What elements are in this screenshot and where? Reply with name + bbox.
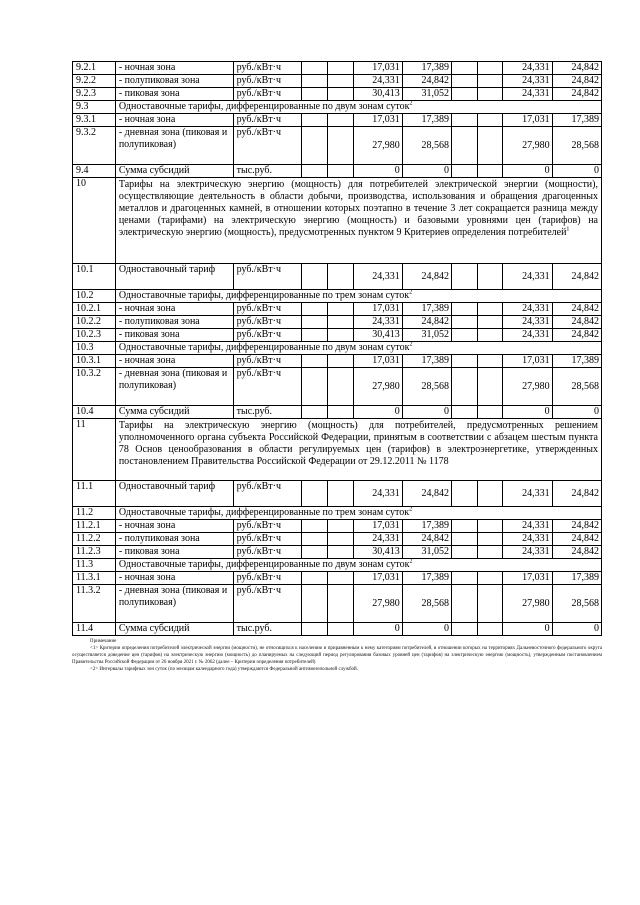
row-name: Сумма субсидий	[115, 406, 233, 419]
value-cell: 31,052	[402, 546, 451, 559]
value-cell: 24,842	[552, 88, 601, 101]
value-cell	[302, 355, 328, 368]
value-cell: 17,031	[353, 572, 402, 585]
value-cell: 28,568	[402, 127, 451, 165]
table-row	[73, 419, 602, 481]
row-number: 11.2.2	[73, 533, 116, 546]
value-cell	[327, 264, 353, 290]
value-cell	[302, 88, 328, 101]
row-number: 10	[73, 178, 116, 264]
table-row	[73, 559, 602, 572]
row-number: 10.3	[73, 342, 116, 355]
value-cell	[452, 572, 478, 585]
value-cell: 24,331	[503, 533, 552, 546]
row-number: 11.2.1	[73, 520, 116, 533]
value-cell: 24,842	[402, 316, 451, 329]
footnote-mark: 2	[409, 100, 413, 107]
row-name: Одноставочный тариф	[115, 481, 233, 507]
value-cell: 30,413	[353, 329, 402, 342]
section-text: Одноставочные тарифы, дифференцированные по двум зонам суток	[118, 101, 410, 112]
value-cell	[302, 585, 328, 623]
table-row	[73, 101, 602, 114]
tariff-table	[72, 61, 602, 636]
value-cell	[302, 481, 328, 507]
row-number: 10.2.2	[73, 316, 116, 329]
value-cell	[302, 520, 328, 533]
table-row	[73, 533, 602, 546]
value-cell: 27,980	[353, 368, 402, 406]
row-name: - ночная зона	[115, 355, 233, 368]
row-name: - ночная зона	[115, 303, 233, 316]
table-row	[73, 75, 602, 88]
row-number: 10.2.3	[73, 329, 116, 342]
value-cell	[477, 533, 503, 546]
table-row	[73, 342, 602, 355]
value-cell: 0	[503, 623, 552, 636]
value-cell: 31,052	[402, 88, 451, 101]
table-row	[73, 329, 602, 342]
value-cell: 24,842	[552, 481, 601, 507]
table-row	[73, 62, 602, 75]
value-cell	[477, 520, 503, 533]
footnote-mark: 2	[409, 341, 413, 348]
row-unit: руб./кВт·ч	[233, 303, 302, 316]
value-cell: 24,331	[503, 546, 552, 559]
row-name: - полупиковая зона	[115, 533, 233, 546]
subsection-title	[115, 101, 601, 114]
value-cell	[327, 623, 353, 636]
row-unit: руб./кВт·ч	[233, 127, 302, 165]
row-number: 10.1	[73, 264, 116, 290]
value-cell: 24,331	[503, 316, 552, 329]
notes-title: Примечание	[90, 639, 117, 644]
value-cell	[452, 165, 478, 178]
row-name: - пиковая зона	[115, 88, 233, 101]
value-cell	[452, 264, 478, 290]
row-number: 10.3.1	[73, 355, 116, 368]
value-cell: 24,842	[552, 303, 601, 316]
table-row	[73, 165, 602, 178]
value-cell	[477, 88, 503, 101]
value-cell	[327, 165, 353, 178]
value-cell: 0	[552, 406, 601, 419]
value-cell	[302, 623, 328, 636]
row-number: 9.2.1	[73, 62, 116, 75]
row-name: - дневная зона (пиковая и полупиковая)	[115, 127, 233, 165]
value-cell: 17,031	[353, 355, 402, 368]
row-number: 11.3	[73, 559, 116, 572]
value-cell	[477, 406, 503, 419]
note-item: <2> Интервалы тарифных зон суток (по месяцам календарного года) утверждаются Федеральной антимонопольной службой.	[90, 667, 358, 672]
row-number: 10.2.1	[73, 303, 116, 316]
section-text: Тарифы на электрическую энергию (мощность) для потребителей, предусмотренных решением уполномоченного органа субъекта Российской Федерации, принятым в соответствии с абзацем шестым пункта 78 Основ ценообразования в области регулируемых цен (тарифов) в электроэнергетике, утвержденных постановлением Правительства Российской Федерации от 29.12.2011 № 1178	[118, 420, 598, 467]
value-cell: 24,842	[402, 481, 451, 507]
row-unit: руб./кВт·ч	[233, 533, 302, 546]
row-number: 9.3.2	[73, 127, 116, 165]
row-number: 11.3.2	[73, 585, 116, 623]
value-cell	[302, 329, 328, 342]
row-unit: руб./кВт·ч	[233, 114, 302, 127]
value-cell: 27,980	[503, 127, 552, 165]
value-cell	[302, 165, 328, 178]
value-cell: 28,568	[552, 585, 601, 623]
value-cell: 24,331	[353, 316, 402, 329]
value-cell: 0	[353, 165, 402, 178]
value-cell	[302, 406, 328, 419]
row-name: - полупиковая зона	[115, 316, 233, 329]
value-cell: 24,331	[503, 88, 552, 101]
value-cell	[477, 546, 503, 559]
row-unit: руб./кВт·ч	[233, 585, 302, 623]
value-cell	[452, 329, 478, 342]
value-cell	[327, 572, 353, 585]
notes-section	[72, 638, 602, 673]
value-cell: 24,331	[503, 481, 552, 507]
value-cell: 0	[402, 165, 451, 178]
value-cell	[477, 264, 503, 290]
value-cell: 24,331	[353, 481, 402, 507]
value-cell: 24,331	[503, 329, 552, 342]
value-cell	[477, 355, 503, 368]
value-cell: 24,842	[552, 533, 601, 546]
value-cell	[327, 585, 353, 623]
value-cell: 0	[503, 406, 552, 419]
value-cell: 24,842	[552, 329, 601, 342]
value-cell	[327, 520, 353, 533]
row-number: 11	[73, 419, 116, 481]
value-cell: 24,842	[552, 75, 601, 88]
subsection-title	[115, 342, 601, 355]
value-cell: 17,031	[353, 520, 402, 533]
value-cell: 24,331	[503, 264, 552, 290]
row-number: 9.2.3	[73, 88, 116, 101]
value-cell	[302, 264, 328, 290]
row-name: - ночная зона	[115, 114, 233, 127]
value-cell	[477, 127, 503, 165]
value-cell: 17,389	[402, 62, 451, 75]
row-unit: руб./кВт·ч	[233, 520, 302, 533]
value-cell	[302, 75, 328, 88]
table-row	[73, 127, 602, 165]
value-cell: 17,031	[503, 572, 552, 585]
value-cell	[327, 329, 353, 342]
value-cell	[477, 585, 503, 623]
footnote-mark: 2	[409, 289, 413, 296]
table-row	[73, 546, 602, 559]
row-name: - дневная зона (пиковая и полупиковая)	[115, 368, 233, 406]
value-cell: 0	[402, 406, 451, 419]
row-number: 11.1	[73, 481, 116, 507]
row-unit: руб./кВт·ч	[233, 88, 302, 101]
value-cell	[302, 546, 328, 559]
table-row	[73, 520, 602, 533]
row-number: 11.4	[73, 623, 116, 636]
value-cell: 24,842	[402, 264, 451, 290]
value-cell	[477, 481, 503, 507]
value-cell: 24,331	[353, 533, 402, 546]
row-unit: руб./кВт·ч	[233, 62, 302, 75]
row-number: 11.2	[73, 507, 116, 520]
row-name: - полупиковая зона	[115, 75, 233, 88]
section-text: Одноставочные тарифы, дифференцированные по трем зонам суток	[118, 507, 410, 518]
row-unit: руб./кВт·ч	[233, 75, 302, 88]
table-row	[73, 303, 602, 316]
value-cell: 30,413	[353, 88, 402, 101]
row-unit: тыс.руб.	[233, 623, 302, 636]
value-cell	[452, 62, 478, 75]
value-cell: 28,568	[402, 368, 451, 406]
row-name: - пиковая зона	[115, 546, 233, 559]
value-cell	[302, 303, 328, 316]
table-row	[73, 623, 602, 636]
value-cell: 27,980	[353, 127, 402, 165]
value-cell	[477, 623, 503, 636]
section-text: Одноставочные тарифы, дифференцированные по двум зонам суток	[118, 342, 410, 353]
footnote-mark: 1	[566, 226, 570, 233]
table-row	[73, 507, 602, 520]
document-page	[72, 61, 602, 673]
table-row	[73, 88, 602, 101]
value-cell: 17,031	[353, 303, 402, 316]
value-cell	[327, 88, 353, 101]
value-cell	[452, 303, 478, 316]
row-number: 9.4	[73, 165, 116, 178]
row-unit: руб./кВт·ч	[233, 264, 302, 290]
value-cell	[327, 303, 353, 316]
value-cell	[302, 114, 328, 127]
table-row	[73, 114, 602, 127]
table-row	[73, 368, 602, 406]
value-cell: 17,389	[402, 114, 451, 127]
value-cell: 17,389	[552, 572, 601, 585]
value-cell	[302, 316, 328, 329]
value-cell: 28,568	[552, 368, 601, 406]
value-cell	[452, 623, 478, 636]
table-row	[73, 290, 602, 303]
row-name: - ночная зона	[115, 62, 233, 75]
value-cell	[452, 585, 478, 623]
value-cell	[452, 520, 478, 533]
footnote-mark: 2	[409, 506, 413, 513]
value-cell	[477, 62, 503, 75]
section-description	[115, 178, 601, 264]
row-unit: руб./кВт·ч	[233, 572, 302, 585]
value-cell: 27,980	[353, 585, 402, 623]
row-name: - пиковая зона	[115, 329, 233, 342]
value-cell	[477, 165, 503, 178]
value-cell: 17,031	[353, 62, 402, 75]
value-cell	[327, 62, 353, 75]
value-cell: 0	[353, 623, 402, 636]
table-row	[73, 178, 602, 264]
value-cell: 24,842	[552, 264, 601, 290]
value-cell: 30,413	[353, 546, 402, 559]
table-row	[73, 481, 602, 507]
row-number: 11.3.1	[73, 572, 116, 585]
value-cell	[452, 316, 478, 329]
row-unit: руб./кВт·ч	[233, 481, 302, 507]
table-row	[73, 406, 602, 419]
value-cell	[477, 316, 503, 329]
table-row	[73, 264, 602, 290]
table-row	[73, 316, 602, 329]
value-cell	[327, 546, 353, 559]
row-number: 10.4	[73, 406, 116, 419]
value-cell	[327, 481, 353, 507]
section-text: Тарифы на электрическую энергию (мощность) для потребителей электрической энергии (мощности), осуществляющие деятельность в области добычи, производства, использования и обращения драгоценных металлов и драгоценных камней, в отношении которых поэтапно в течение 3 лет сокращается разница между ценами (тарифами) на электрическую энергию (мощность) и базовыми уровнями цен (тарифов) на электрическую энергию (мощность), предусмотренных пунктом 9 Критериев определения потребителей	[118, 179, 598, 238]
value-cell: 24,842	[552, 316, 601, 329]
value-cell: 17,389	[552, 355, 601, 368]
value-cell: 17,389	[552, 114, 601, 127]
row-unit: тыс.руб.	[233, 406, 302, 419]
value-cell: 17,031	[353, 114, 402, 127]
value-cell	[327, 533, 353, 546]
subsection-title	[115, 507, 601, 520]
value-cell: 24,842	[402, 75, 451, 88]
value-cell	[477, 114, 503, 127]
value-cell: 0	[552, 165, 601, 178]
value-cell	[452, 481, 478, 507]
value-cell	[477, 572, 503, 585]
value-cell	[452, 114, 478, 127]
section-description	[115, 419, 601, 481]
value-cell	[327, 355, 353, 368]
value-cell: 17,389	[402, 520, 451, 533]
value-cell	[452, 127, 478, 165]
value-cell	[327, 368, 353, 406]
value-cell: 24,842	[552, 62, 601, 75]
value-cell	[327, 406, 353, 419]
row-number: 9.3	[73, 101, 116, 114]
row-unit: руб./кВт·ч	[233, 329, 302, 342]
subsection-title	[115, 559, 601, 572]
row-name: Одноставочный тариф	[115, 264, 233, 290]
value-cell: 28,568	[402, 585, 451, 623]
row-name: Сумма субсидий	[115, 165, 233, 178]
value-cell: 31,052	[402, 329, 451, 342]
value-cell	[302, 572, 328, 585]
row-unit: руб./кВт·ч	[233, 316, 302, 329]
value-cell: 28,568	[552, 127, 601, 165]
section-text: Одноставочные тарифы, дифференцированные по трем зонам суток	[118, 290, 410, 301]
value-cell: 24,331	[503, 303, 552, 316]
value-cell: 24,842	[552, 546, 601, 559]
table-row	[73, 572, 602, 585]
value-cell	[452, 75, 478, 88]
row-name: - ночная зона	[115, 572, 233, 585]
table-row	[73, 355, 602, 368]
value-cell: 17,031	[503, 355, 552, 368]
value-cell	[302, 127, 328, 165]
value-cell	[327, 127, 353, 165]
row-unit: руб./кВт·ч	[233, 546, 302, 559]
footnote-mark: 2	[409, 558, 413, 565]
value-cell: 0	[552, 623, 601, 636]
row-name: - ночная зона	[115, 520, 233, 533]
value-cell: 27,980	[503, 368, 552, 406]
row-number: 11.2.3	[73, 546, 116, 559]
value-cell: 0	[503, 165, 552, 178]
value-cell: 17,031	[503, 114, 552, 127]
value-cell: 24,331	[353, 75, 402, 88]
value-cell: 24,331	[503, 62, 552, 75]
value-cell: 17,389	[402, 355, 451, 368]
row-unit: руб./кВт·ч	[233, 368, 302, 406]
value-cell	[452, 355, 478, 368]
value-cell	[302, 62, 328, 75]
value-cell	[452, 368, 478, 406]
row-number: 9.2.2	[73, 75, 116, 88]
value-cell: 0	[402, 623, 451, 636]
value-cell: 24,331	[503, 520, 552, 533]
value-cell	[452, 546, 478, 559]
value-cell: 24,842	[552, 520, 601, 533]
row-number: 10.3.2	[73, 368, 116, 406]
value-cell	[452, 533, 478, 546]
value-cell: 17,389	[402, 303, 451, 316]
value-cell	[327, 114, 353, 127]
value-cell: 17,389	[402, 572, 451, 585]
row-name: Сумма субсидий	[115, 623, 233, 636]
note-item: <1> Критерии определения потребителей электрической энергии (мощности), не относящихся к населению и приравненным к нему категориям потребителей, в отношении которых на территориях Дальневосточного федерального округа осуществляется доведение цен (тарифов) на электрическую энергию (мощность) до планируемых на следующий период регулирования базовых уровней цен (тарифов) на электрическую энергию (мощность), утвержденным постановлением Правительства Российской Федерации от 26 ноября 2021 г. № 2062 (далее – Критерии определения потребителей)	[72, 646, 602, 665]
value-cell: 24,331	[503, 75, 552, 88]
value-cell	[302, 533, 328, 546]
value-cell	[477, 329, 503, 342]
table-row	[73, 585, 602, 623]
row-name: - дневная зона (пиковая и полупиковая)	[115, 585, 233, 623]
value-cell	[477, 303, 503, 316]
value-cell: 24,331	[353, 264, 402, 290]
value-cell	[452, 88, 478, 101]
row-unit: тыс.руб.	[233, 165, 302, 178]
value-cell	[477, 368, 503, 406]
value-cell: 0	[353, 406, 402, 419]
value-cell	[477, 75, 503, 88]
value-cell	[327, 75, 353, 88]
value-cell	[302, 368, 328, 406]
row-number: 9.3.1	[73, 114, 116, 127]
value-cell: 27,980	[503, 585, 552, 623]
value-cell: 24,842	[402, 533, 451, 546]
value-cell	[452, 406, 478, 419]
section-text: Одноставочные тарифы, дифференцированные по двум зонам суток	[118, 559, 410, 570]
row-unit: руб./кВт·ч	[233, 355, 302, 368]
subsection-title	[115, 290, 601, 303]
row-number: 10.2	[73, 290, 116, 303]
value-cell	[327, 316, 353, 329]
